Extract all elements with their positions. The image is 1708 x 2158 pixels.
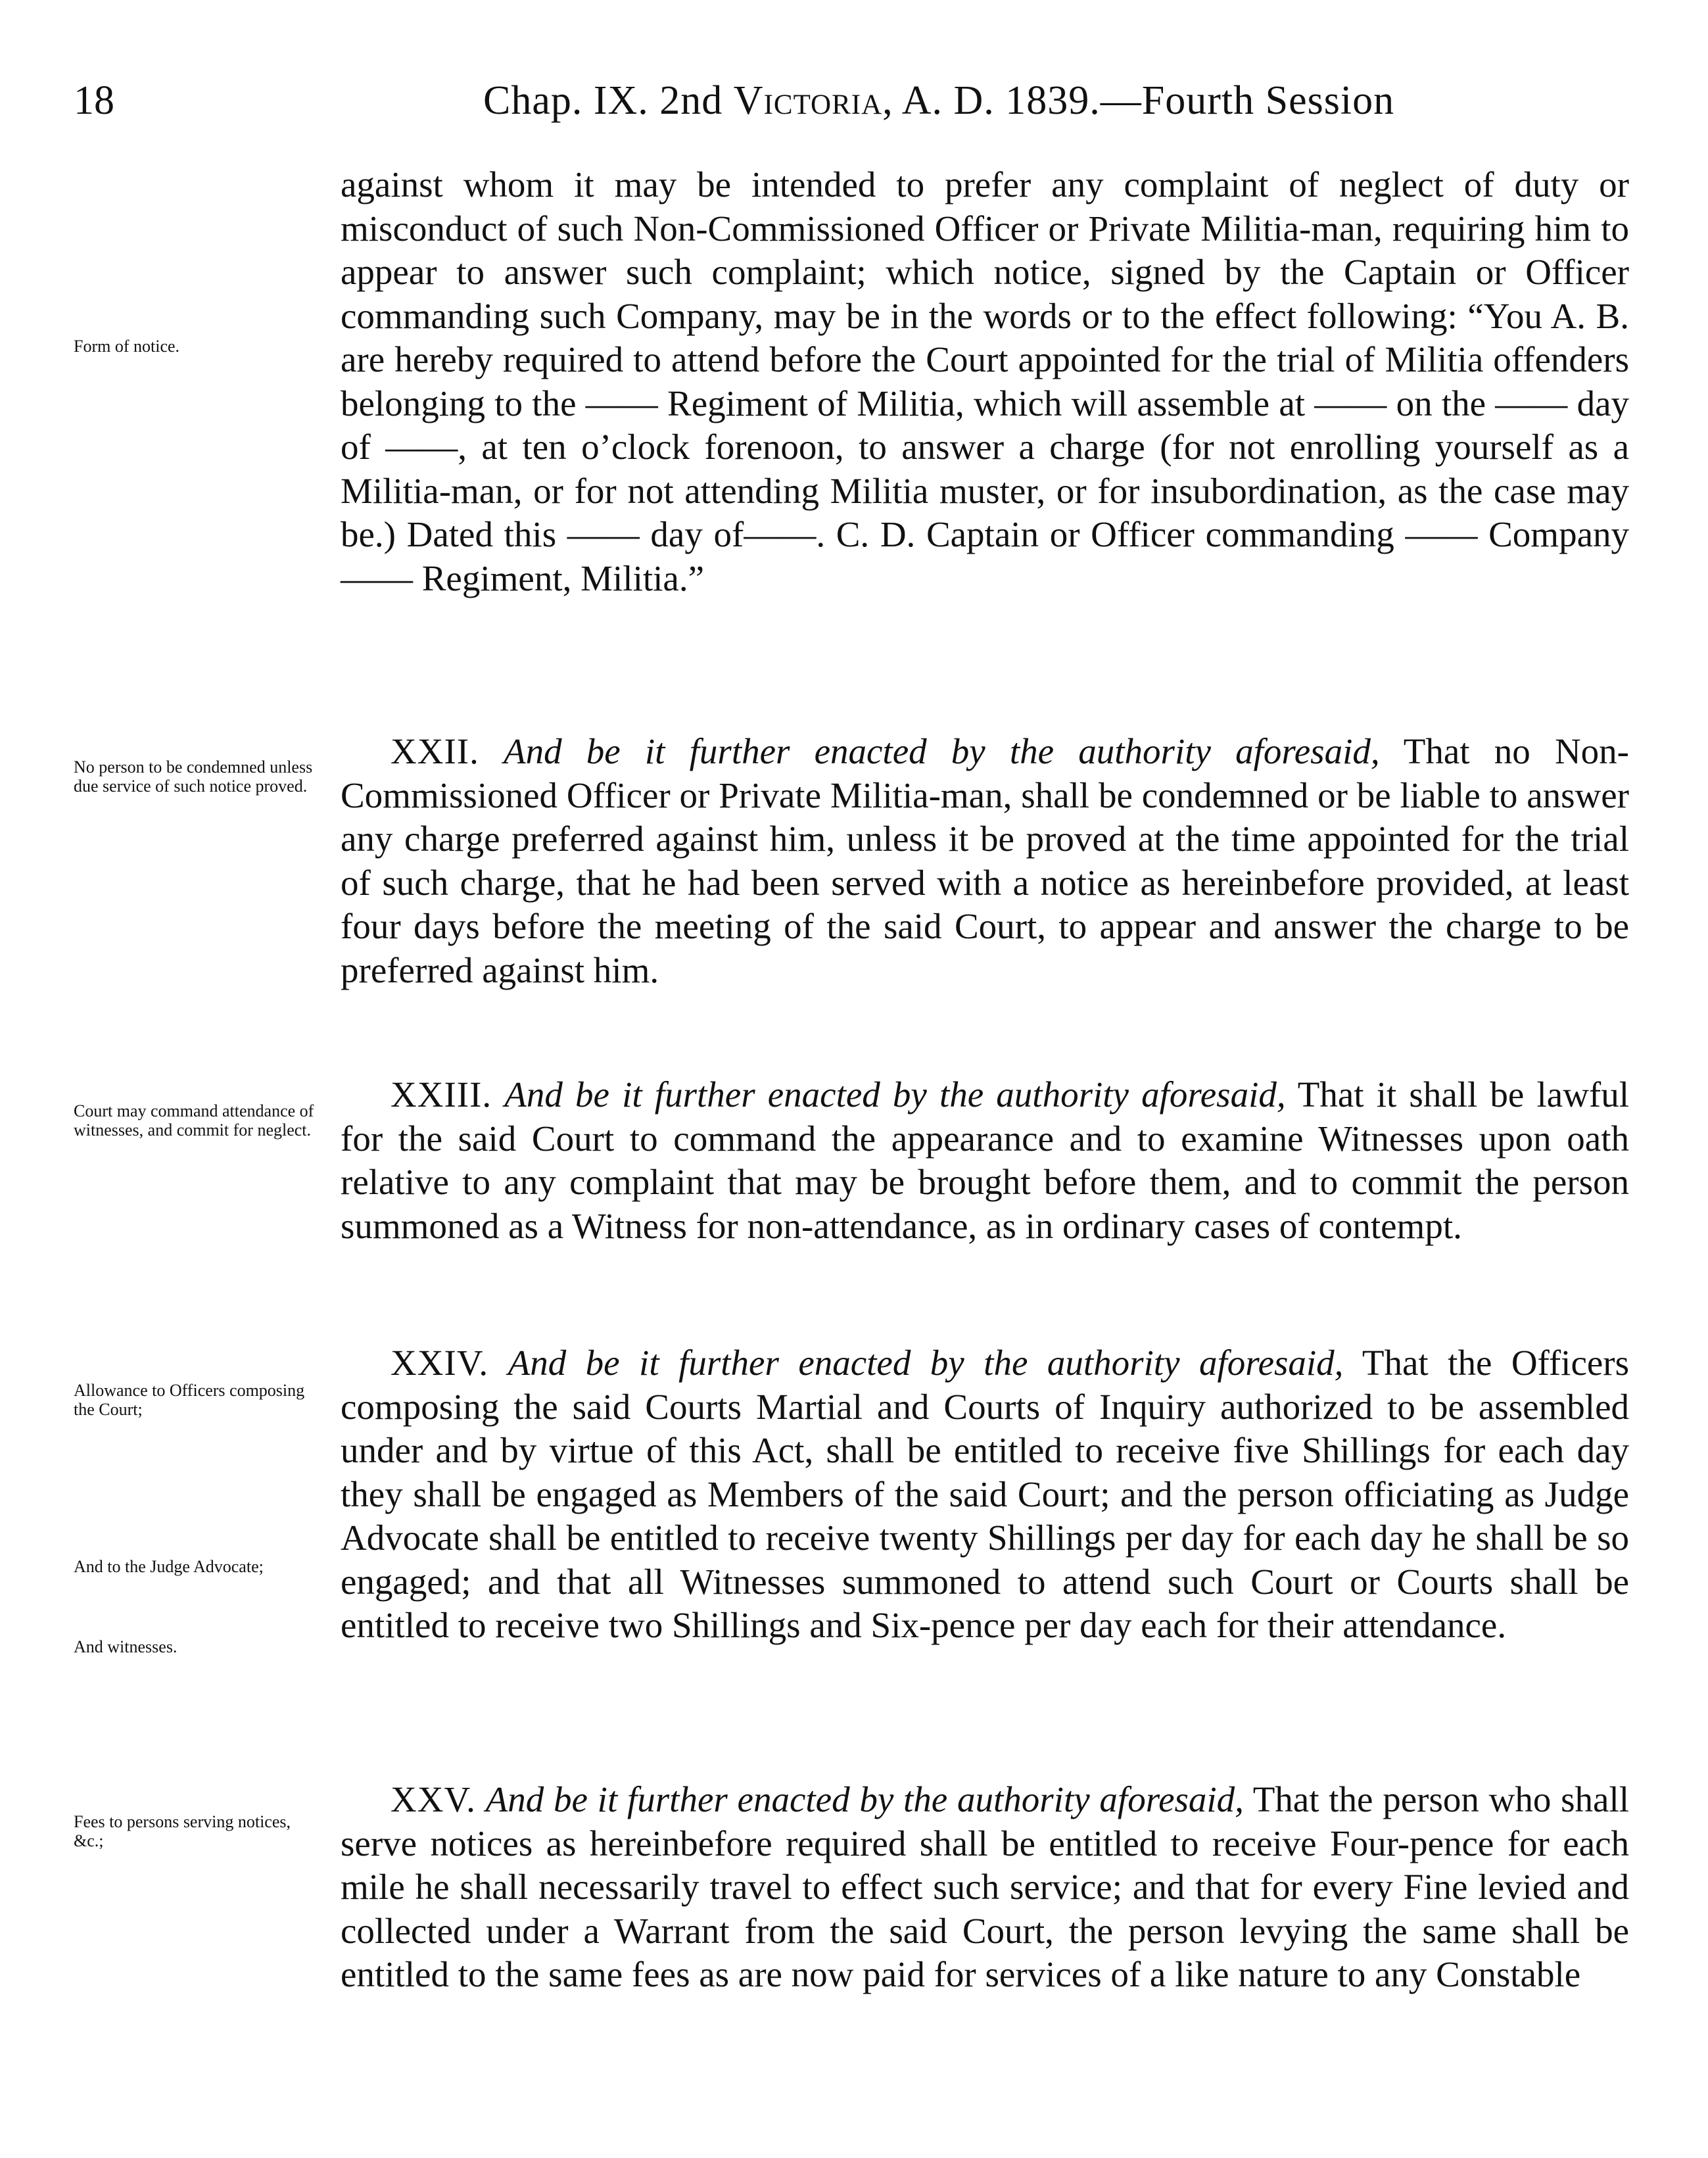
section-number: XXIII. bbox=[391, 1074, 492, 1115]
section-xxv bbox=[341, 1778, 1629, 1997]
section-text: That the person who shall serve notices as hereinbefore required shall be entitled to receive Four-pence for each mile he shall necessarily travel to effect such service; and that for every Fine levied and collected under a Warrant from the said Court, the person levying the same shall be entitled to the same fees as are now paid for services of a like nature to any Constable bbox=[341, 1779, 1630, 1994]
enacting-clause: And be it further enacted by the authority aforesaid, bbox=[508, 1343, 1344, 1383]
running-head-year: , A. D. 1839.—Fourth Session bbox=[882, 78, 1395, 123]
marginal-note-fees: Fees to persons serving notices, &c.; bbox=[74, 1812, 291, 1850]
enacting-clause: And be it further enacted by the authority aforesaid, bbox=[485, 1779, 1244, 1819]
marginal-note-witnesses: And witnesses. bbox=[74, 1637, 178, 1656]
section-xxiii bbox=[341, 1073, 1629, 1248]
section-number: XXIV. bbox=[391, 1343, 489, 1383]
enacting-clause: And be it further enacted by the authority aforesaid, bbox=[504, 1074, 1286, 1115]
section-xxii bbox=[341, 730, 1629, 992]
enacting-clause: And be it further enacted by the authority aforesaid, bbox=[504, 731, 1380, 771]
section-number: XXV. bbox=[391, 1779, 476, 1819]
section-xxiv bbox=[341, 1341, 1629, 1648]
section-text: That the Officers composing the said Courts Martial and Courts of Inquiry authorized to be assembled under and by virtue of this Act, shall be entitled to receive five Shillings for each day they shall be engaged as Members of the said Court; and the person officiating as Judge Advocate shall be entitled to receive twenty Shillings per day for each day he shall be so engaged; and that all Witnesses summoned to attend such Court or Courts shall be entitled to receive two Shillings and Six-pence per day each for their attendance. bbox=[341, 1343, 1629, 1645]
running-head bbox=[483, 71, 1394, 130]
page-number: 18 bbox=[74, 78, 114, 123]
section-number: XXII. bbox=[391, 731, 479, 771]
marginal-note-allowance: Allowance to Officers composing the Court; bbox=[74, 1381, 305, 1419]
section-text: That it shall be lawful for the said Court to command the appearance and to examine Witnesses upon oath relative to any complaint that may be brought before them, and to commit the person summoned as a Witness for non-attendance, as in ordinary cases of contempt. bbox=[341, 1074, 1630, 1246]
marginal-note-form-of-notice: Form of notice. bbox=[74, 337, 180, 356]
marginal-note-court-command: Court may command attendance of witnesses, and commit for neglect. bbox=[74, 1101, 314, 1139]
section-text: That no Non-Commissioned Officer or Private Militia-man, shall be condemned or be liable to answer any charge preferred against him, unless it be proved at the time appointed for the trial of such charge, that he had been served with a notice as hereinbefore provided, at least four days before the meeting of the said Court, to appear and answer the charge to be preferred against him. bbox=[341, 731, 1629, 990]
running-head-victoria: Victoria bbox=[733, 78, 883, 123]
marginal-note-no-person: No person to be condemned unless due service of such notice proved. bbox=[74, 757, 313, 796]
page-header bbox=[0, 71, 1708, 137]
marginal-note-judge-advocate: And to the Judge Advocate; bbox=[74, 1557, 264, 1576]
continuation-paragraph: against whom it may be intended to prefer any complaint of neglect of duty or misconduct of such Non-Commissioned Officer or Private Militia-man, requiring him to appear to answer such complaint; which notice, signed by the Captain or Officer commanding such Company, may be in the words or to the effect following: “You A. B. are hereby required to attend before the Court appointed for the trial of Militia offenders belonging to the —— Regiment of Militia, which will assemble at —— on the —— day of ——, at ten o’clock forenoon, to answer a charge (for not enrolling yourself as a Militia-man, or for not attending Militia muster, or for insubordination, as the case may be.) Dated this —— day of——. C. D. Captain or Officer commanding —— Company —— Regiment, Militia.” bbox=[341, 164, 1629, 598]
running-head-chapter: Chap. IX. 2nd bbox=[483, 78, 723, 123]
